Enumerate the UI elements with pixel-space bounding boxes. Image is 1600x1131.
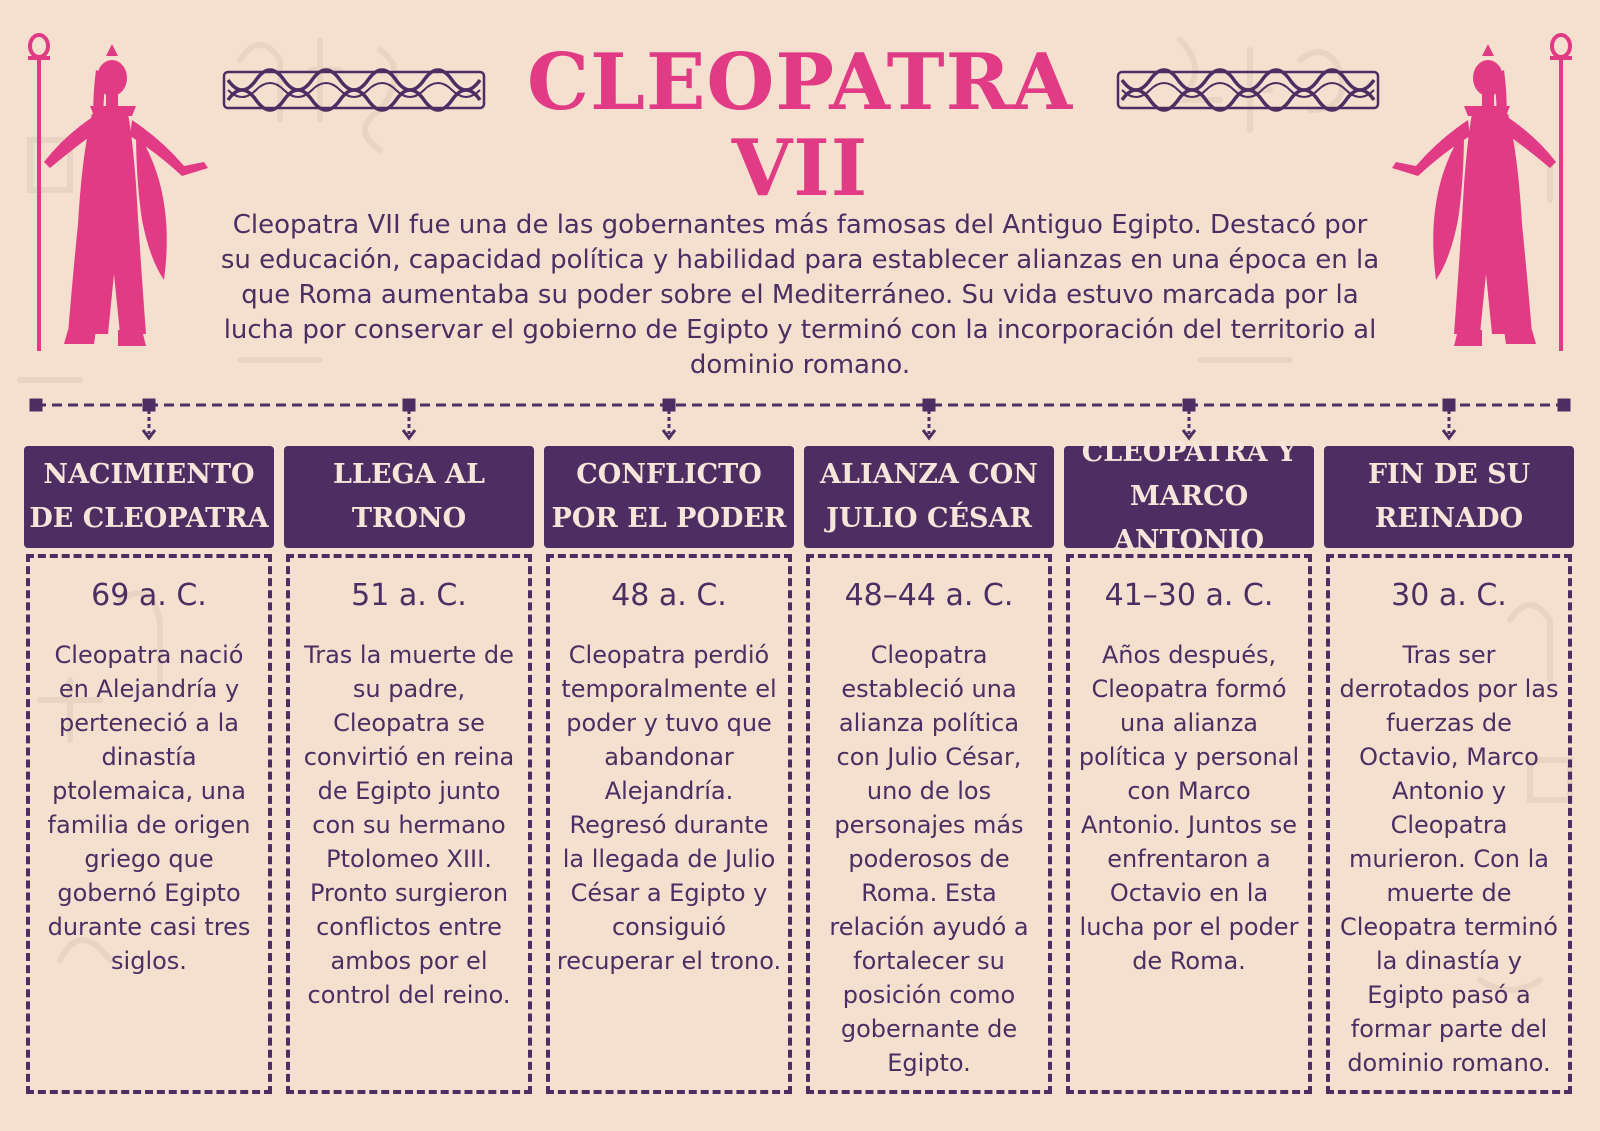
timeline-drop-arrow bbox=[1443, 400, 1455, 438]
timeline-drop-arrow bbox=[143, 400, 155, 438]
timeline-drop-arrow bbox=[663, 400, 675, 438]
timeline-card bbox=[1064, 437, 1314, 1096]
card-date: 48–44 a. C. bbox=[844, 578, 1014, 613]
page-title: CLEOPATRA VII bbox=[527, 37, 1073, 214]
timeline-connector bbox=[0, 390, 1600, 450]
timeline-drop-arrow bbox=[923, 400, 935, 438]
cleopatra-silhouette-icon bbox=[1390, 30, 1580, 360]
timeline-card bbox=[24, 446, 274, 1096]
card-body bbox=[1066, 554, 1312, 1094]
card-date: 41–30 a. C. bbox=[1104, 578, 1274, 613]
cleopatra-silhouette-icon bbox=[20, 30, 210, 360]
card-description: Cleopatra perdió temporalmente el poder y tuvo que abandonar Alejandría. Regresó durante la llegada de Julio César a Egipto y consiguió recuperar el trono. bbox=[556, 641, 782, 975]
card-heading: CONFLICTO POR EL PODER bbox=[544, 446, 794, 548]
timeline-cards bbox=[24, 437, 1576, 1096]
card-description: Tras la muerte de su padre, Cleopatra se convirtió en reina de Egipto junto con su hermano Ptolomeo XIII. Pronto surgieron conflictos entre ambos por el control del reino. bbox=[303, 641, 515, 1009]
timeline-card bbox=[544, 446, 794, 1096]
timeline-card bbox=[804, 446, 1054, 1096]
header bbox=[0, 36, 1600, 214]
card-date: 30 a. C. bbox=[1391, 578, 1507, 613]
braid-ornament-icon bbox=[1116, 68, 1380, 112]
card-date: 69 a. C. bbox=[91, 578, 207, 613]
card-date: 51 a. C. bbox=[351, 578, 467, 613]
card-description: Cleopatra nació en Alejandría y perteneció a la dinastía ptolemaica, una familia de origen griego que gobernó Egipto durante casi tres siglos. bbox=[47, 641, 251, 975]
card-body bbox=[26, 554, 272, 1094]
card-body bbox=[1326, 554, 1572, 1094]
card-body bbox=[546, 554, 792, 1094]
card-heading: CLEOPATRA Y MARCO ANTONIO bbox=[1064, 446, 1314, 548]
card-body bbox=[806, 554, 1052, 1094]
timeline-card bbox=[284, 446, 534, 1096]
card-heading: LLEGA AL TRONO bbox=[284, 446, 534, 548]
card-body bbox=[286, 554, 532, 1094]
card-date: 48 a. C. bbox=[611, 578, 727, 613]
card-description: Cleopatra estableció una alianza política con Julio César, uno de los personajes más poderosos de Roma. Esta relación ayudó a fortalecer su posición como gobernante de Egipto. bbox=[829, 641, 1029, 1077]
card-heading: FIN DE SU REINADO bbox=[1324, 446, 1574, 548]
card-heading: NACIMIENTO DE CLEOPATRA bbox=[24, 446, 274, 548]
braid-ornament-icon bbox=[222, 68, 486, 112]
timeline-card bbox=[1324, 446, 1574, 1096]
timeline-drop-arrow bbox=[403, 400, 415, 438]
card-heading: ALIANZA CON JULIO CÉSAR bbox=[804, 446, 1054, 548]
card-description: Años después, Cleopatra formó una alianza política y personal con Marco Antonio. Juntos se enfrentaron a Octavio en la lucha por el poder de Roma. bbox=[1078, 641, 1300, 975]
card-description: Tras ser derrotados por las fuerzas de Octavio, Marco Antonio y Cleopatra murieron. Con la muerte de Cleopatra terminó la dinastía y Egipto pasó a formar parte del dominio romano. bbox=[1339, 641, 1559, 1077]
intro-paragraph: Cleopatra VII fue una de las gobernantes más famosas del Antiguo Egipto. Destacó por su educación, capacidad política y habilidad para establecer alianzas en una época en la que Roma aumentaba su poder sobre el Mediterráneo. Su vida estuvo marcada por la lucha por conservar el gobierno de Egipto y terminó con la incorporación del territorio al dominio romano. bbox=[220, 210, 1380, 380]
